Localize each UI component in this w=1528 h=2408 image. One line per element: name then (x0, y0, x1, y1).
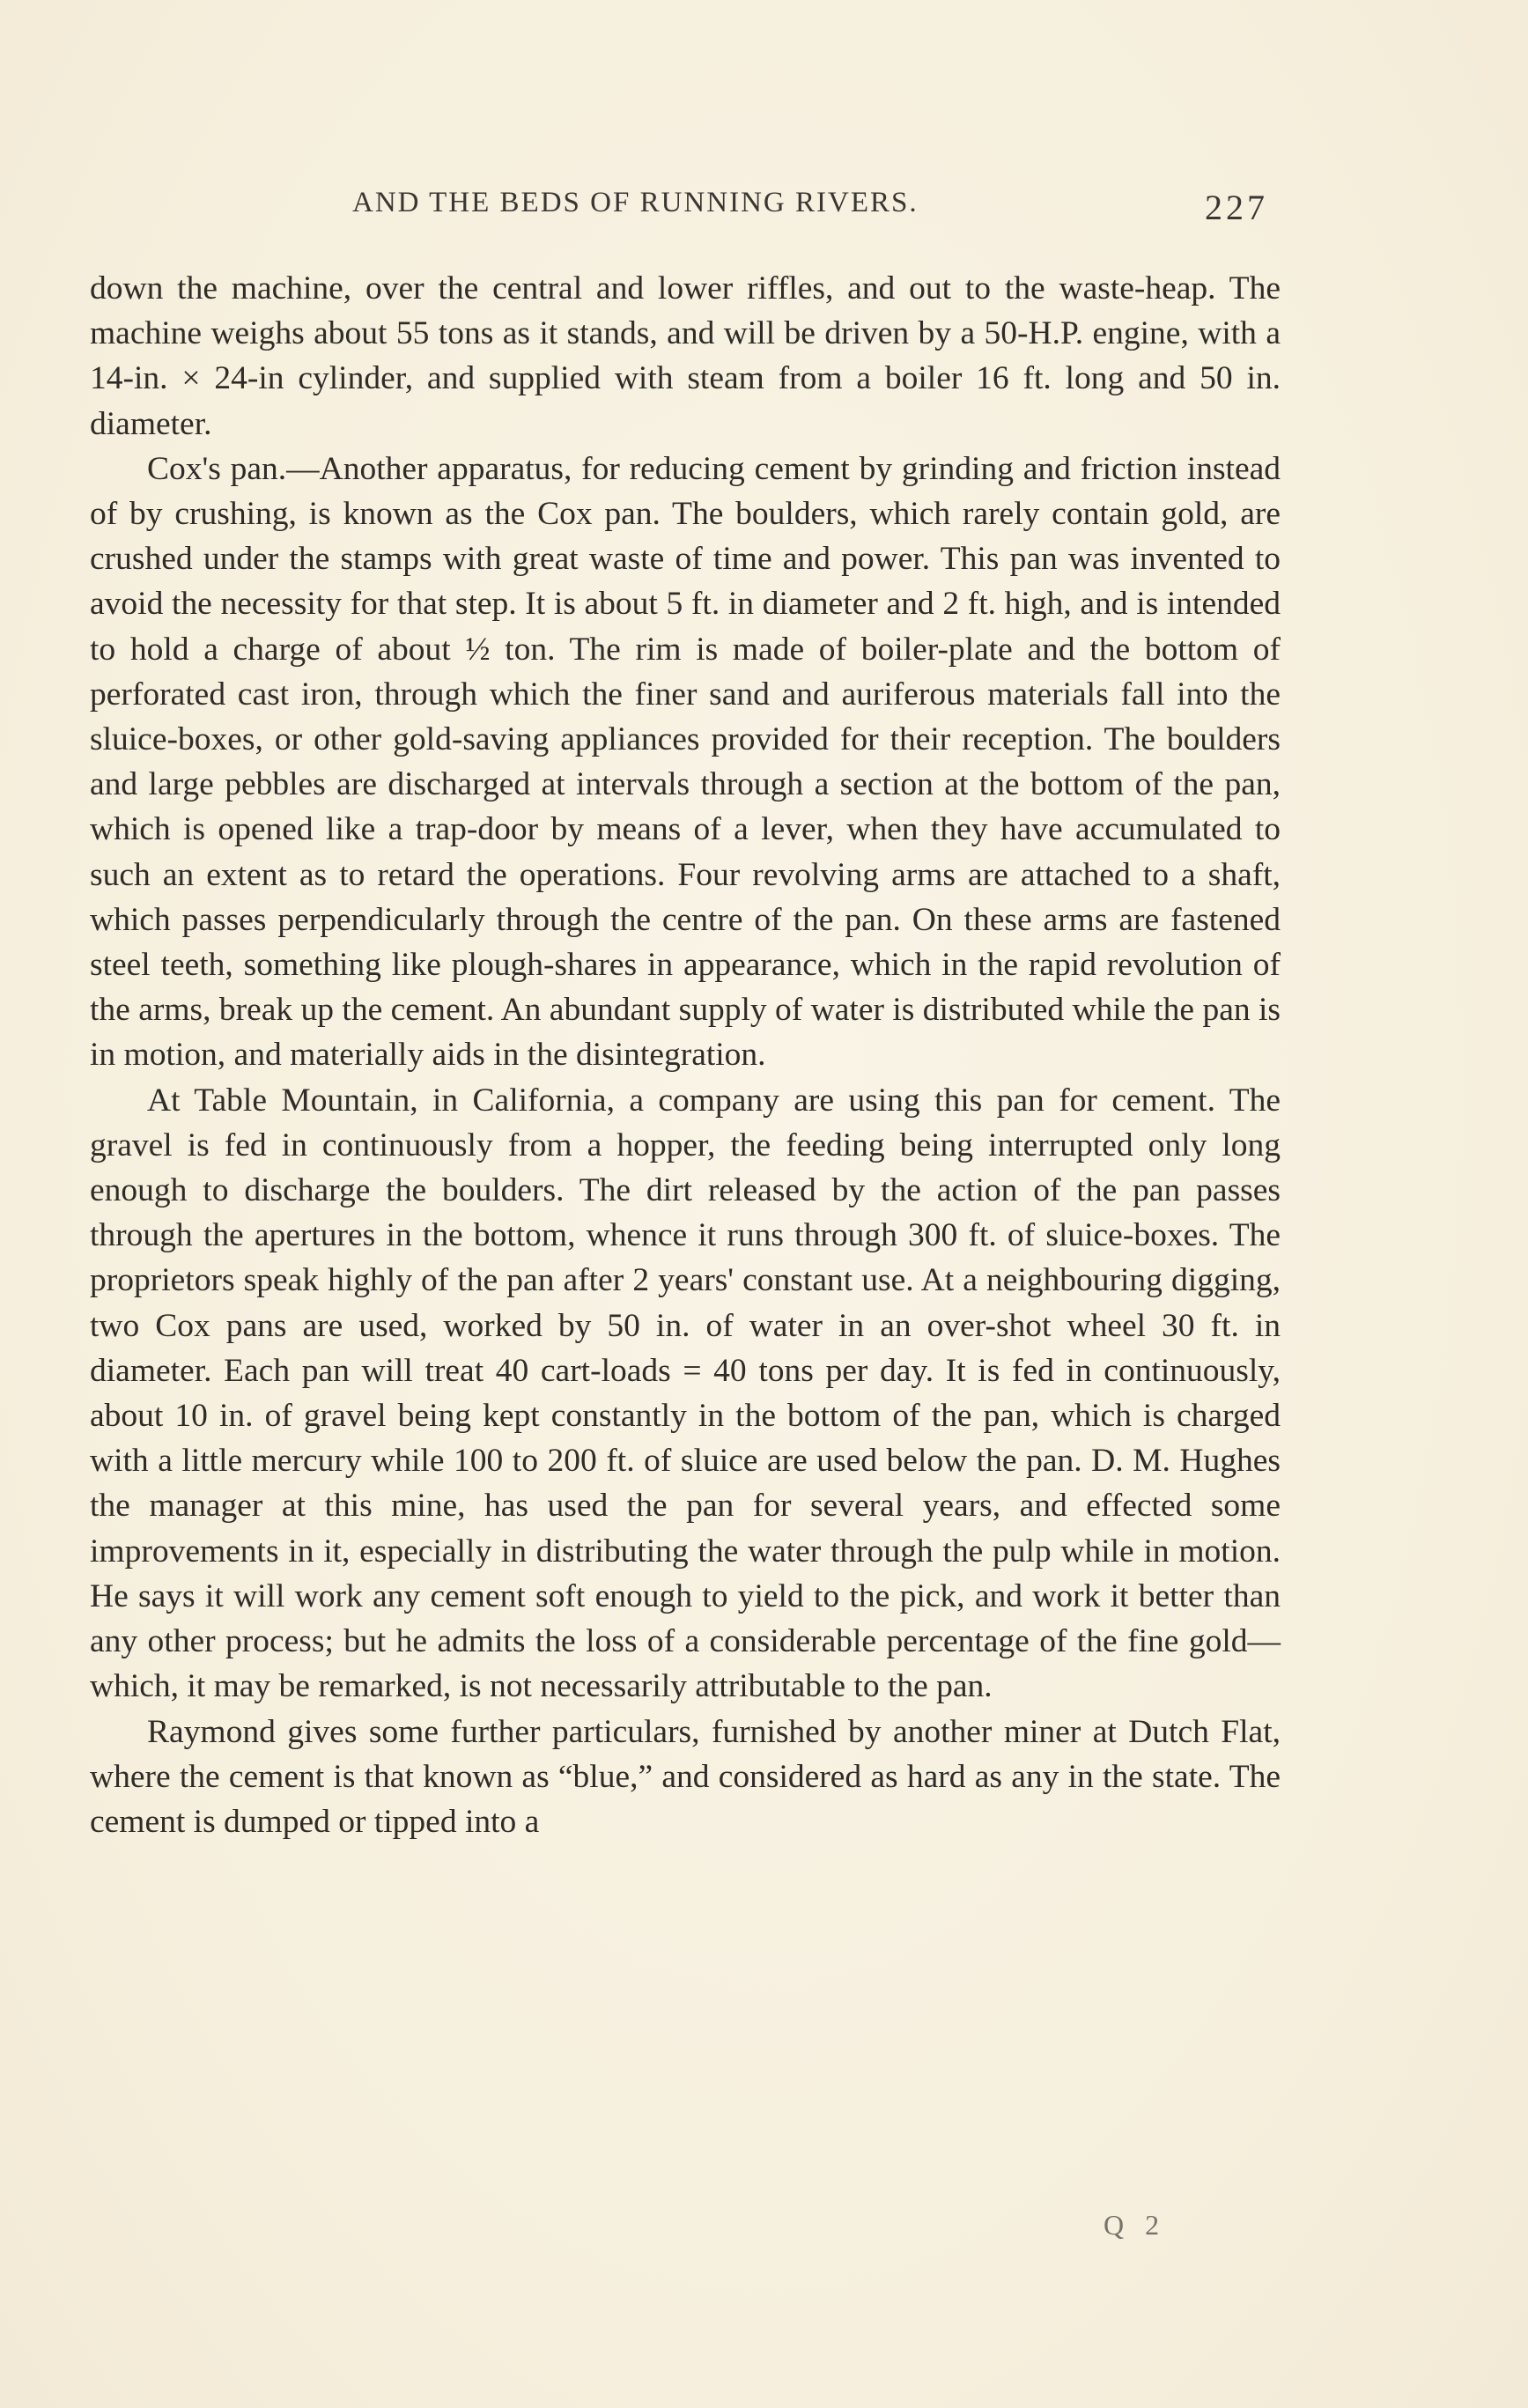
paragraph-continued: down the machine, over the central and lower riffles, and out to the waste-heap. The machine weighs about 55 tons as it stands, and will be driven by a 50-H.P. engine, with a 14-in. × 24-in cylinder, and supplied with steam from a boiler 16 ft. long and 50 in. diameter. (90, 270, 1281, 442)
paragraph-table-mountain: At Table Mountain, in California, a company are using this pan for cement. The gravel is fed in continuously from a hopper, the feeding being interrupted only long enough to discharge the boulders. The dirt released by the action of the pan passes through the apertures in the bottom, whence it runs through 300 ft. of sluice-boxes. The proprietors speak highly of the pan after 2 years' constant use. At a neighbouring digging, two Cox pans are used, worked by 50 in. of water in an over-shot wheel 30 ft. in diameter. Each pan will treat 40 cart-loads = 40 tons per day. It is fed in continuously, about 10 in. of gravel being kept constantly in the bottom of the pan, which is charged with a little mercury while 100 to 200 ft. of sluice are used below the pan. D. M. Hughes the manager at this mine, has used the pan for several years, and effected some improvements in it, especially in distributing the water through the pulp while in motion. He says it will work any cement soft enough to yield to the pick, and work it better than any other process; but he admits the loss of a considerable percentage of the fine gold—which, it may be remarked, is not necessarily attributable to the pan. (90, 1082, 1281, 1705)
paragraph-raymond: Raymond gives some further particulars, furnished by another miner at Dutch Flat, where the cement is that known as “blue,” and considered as hard as any in the state. The cement is dumped or tipped into a (90, 1713, 1281, 1840)
signature-mark: Q 2 (1104, 2209, 1167, 2241)
page-number: 227 (1205, 188, 1268, 227)
running-head: AND THE BEDS OF RUNNING RIVERS. (352, 187, 919, 218)
paragraph-cox-pan: Cox's pan.—Another apparatus, for reducing cement by grinding and friction instead of by crushing, is known as the Cox pan. The boulders, which rarely contain gold, are crushed under the stamps with great waste of time and power. This pan was invented to avoid the necessity for that step. It is about 5 ft. in diameter and 2 ft. high, and is intended to hold a charge of about ½ ton. The rim is made of boiler-plate and the bottom of perforated cast iron, through which the finer sand and auriferous materials fall into the sluice-boxes, or other gold-saving appliances provided for their reception. The boulders and large pebbles are discharged at intervals through a section at the bottom of the pan, which is opened like a trap-door by means of a lever, when they have accumulated to such an extent as to retard the operations. Four revolving arms are attached to a shaft, which passes perpendicularly through the centre of the pan. On these arms are fastened steel teeth, something like plough-shares in appearance, which in the rapid revolution of the arms, break up the cement. An abundant supply of water is distributed while the pan is in motion, and materially aids in the disintegration. (90, 450, 1281, 1074)
body-text (90, 266, 1281, 1844)
